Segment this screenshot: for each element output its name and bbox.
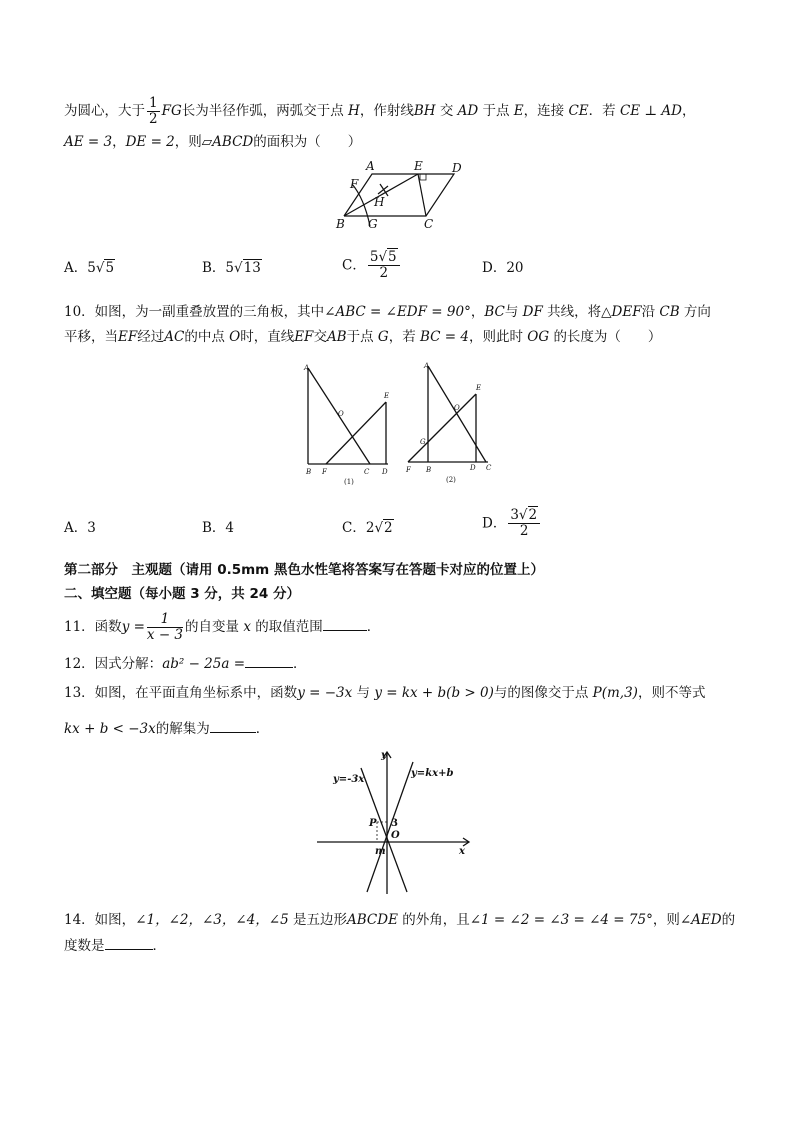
svg-text:C: C <box>486 464 492 472</box>
q13-answer-blank[interactable] <box>210 719 256 733</box>
half-fraction: $\frac{1}{2}$ <box>149 95 158 127</box>
q10-option-c: C．2√2 <box>342 520 393 536</box>
svg-text:G: G <box>420 438 426 446</box>
q14-answer-blank[interactable] <box>105 936 153 950</box>
q9-text: 为圆心，大于 <box>64 103 145 119</box>
svg-text:D: D <box>452 161 462 175</box>
svg-text:y=kx+b: y=kx+b <box>411 768 454 779</box>
svg-text:F: F <box>322 468 327 476</box>
section-title: 第二部分 主观题（请用 0.5mm 黑色水性笔将答案写在答题卡对应的位置上） <box>64 562 544 578</box>
q13-coordinate-graph <box>315 746 475 898</box>
svg-text:B: B <box>426 466 432 474</box>
q10-line2: 平移，当EF经过AC的中点 O时，直线EF交AB于点 G，若 BC = 4，则此时 OG 的长度为（ ） <box>64 329 662 345</box>
svg-text:F: F <box>406 466 411 474</box>
svg-text:(2): (2) <box>446 476 456 484</box>
q9-line2: AE = 3，DE = 2，则▱ABCD的面积为（ ） <box>64 134 362 150</box>
q9-line1: 为圆心，大于 $\frac{1}{2}$ FG长为半径作弧，两弧交于点 H，作射线BH 交 AD 于点 E，连接 CE．若 CE ⊥ AD， <box>64 95 696 127</box>
svg-text:E: E <box>384 392 390 400</box>
svg-text:B: B <box>306 468 312 476</box>
svg-text:A: A <box>366 159 375 173</box>
q13-line1: 13．如图，在平面直角坐标系中，函数y = −3x 与 y = kx + b(b > 0)与的图像交于点 P(m,3)，则不等式 <box>64 685 706 701</box>
svg-text:G: G <box>368 217 378 231</box>
q12-answer-blank[interactable] <box>245 654 293 668</box>
svg-text:P: P <box>369 818 377 829</box>
svg-text:A: A <box>304 364 310 372</box>
svg-text:E: E <box>476 384 482 392</box>
svg-text:m: m <box>375 846 386 857</box>
q10-option-b: B．4 <box>202 520 235 536</box>
svg-text:y: y <box>381 750 387 761</box>
q9-figure-labels <box>335 159 462 231</box>
q9-option-c: C． $\frac{5√5}{2}$ <box>342 250 402 281</box>
svg-text:D: D <box>470 464 476 472</box>
svg-text:D: D <box>382 468 388 476</box>
svg-text:F: F <box>350 177 359 191</box>
svg-text:E: E <box>414 159 423 173</box>
svg-text:O: O <box>338 410 344 418</box>
q9-option-d: D．20 <box>482 260 524 276</box>
q11-fraction: $\frac{1}{x - 3}$ <box>146 611 184 643</box>
q9-option-b: B．5√13 <box>202 260 261 276</box>
section-subtitle: 二、填空题（每小题 3 分，共 24 分） <box>64 586 300 602</box>
q9-option-a: A．5√5 <box>64 260 115 276</box>
q10-figure-2 <box>402 358 502 486</box>
svg-text:C: C <box>424 217 434 231</box>
q10-option-d: D． $\frac{3√2}{2}$ <box>482 508 542 539</box>
q14-line2: 度数是 ． <box>64 938 166 954</box>
q12: 12．因式分解：ab² − 25a = ． <box>64 656 307 672</box>
q9-parallelogram-figure <box>330 156 470 236</box>
svg-text:(1): (1) <box>344 478 354 486</box>
svg-text:O: O <box>391 830 400 841</box>
svg-text:O: O <box>454 404 460 412</box>
q11-answer-blank[interactable] <box>323 617 367 631</box>
svg-text:y=-3x: y=-3x <box>333 774 365 785</box>
q14-line1: 14．如图，∠1，∠2，∠3，∠4，∠5 是五边形ABCDE 的外角，且∠1 = ∠2 = ∠3 = ∠4 = 75°，则∠AED的 <box>64 912 736 928</box>
svg-text:B: B <box>336 217 345 231</box>
q10-figure-1 <box>298 360 398 488</box>
q11: 11．函数y = $\frac{1}{x - 3}$ 的自变量 x 的取值范围 ． <box>64 611 381 643</box>
q10-option-a: A．3 <box>64 520 96 536</box>
svg-text:x: x <box>459 846 465 857</box>
svg-text:3: 3 <box>391 818 398 829</box>
svg-text:A: A <box>424 362 430 370</box>
q10-line1: 10．如图，为一副重叠放置的三角板，其中∠ABC = ∠EDF = 90°，BC与 DF 共线，将△DEF沿 CB 方向 <box>64 304 711 320</box>
q13-line2: kx + b < −3x的解集为 ． <box>64 721 270 737</box>
svg-text:H: H <box>374 195 385 209</box>
svg-text:C: C <box>364 468 370 476</box>
